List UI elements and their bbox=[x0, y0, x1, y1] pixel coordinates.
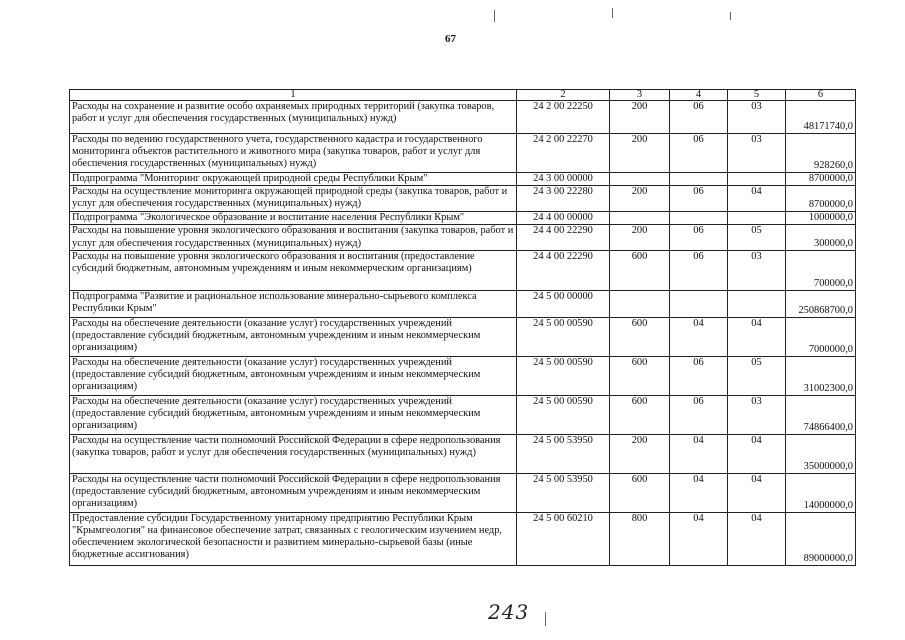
row-subsection bbox=[728, 212, 786, 225]
row-section: 06 bbox=[670, 134, 728, 173]
row-code: 24 5 00 53950 bbox=[517, 434, 610, 473]
scan-artifact bbox=[545, 612, 546, 626]
row-expense-type bbox=[610, 290, 670, 317]
header-cell: 6 bbox=[786, 90, 856, 101]
row-section: 04 bbox=[670, 512, 728, 565]
row-code: 24 3 00 22280 bbox=[517, 186, 610, 212]
row-description: Расходы на осуществление части полномочий Российской Федерации в сфере недропользования (закупка товаров, работ и услуг для обеспечения государственных (муниципальных) нужд) bbox=[70, 434, 517, 473]
row-section: 04 bbox=[670, 317, 728, 356]
row-expense-type: 600 bbox=[610, 473, 670, 512]
row-description: Расходы на осуществление мониторинга окружающей природной среды (закупка товаров, работ и услуг для обеспечения государственных (муниципальных) нужд) bbox=[70, 186, 517, 212]
row-section: 06 bbox=[670, 225, 728, 250]
table-row bbox=[70, 290, 856, 317]
row-description: Расходы на сохранение и развитие особо охраняемых природных территорий (закупка товаров, работ и услуг для обеспечения государственных (муниципальных) нужд) bbox=[70, 101, 517, 134]
header-row bbox=[70, 90, 856, 101]
row-amount: 14000000,0 bbox=[786, 473, 856, 512]
row-expense-type: 200 bbox=[610, 186, 670, 212]
row-code: 24 5 00 00590 bbox=[517, 395, 610, 434]
row-expense-type: 200 bbox=[610, 225, 670, 250]
row-expense-type: 200 bbox=[610, 101, 670, 134]
row-subsection: 03 bbox=[728, 134, 786, 173]
header-cell: 1 bbox=[70, 90, 517, 101]
row-section: 04 bbox=[670, 473, 728, 512]
row-subsection: 03 bbox=[728, 395, 786, 434]
page-number: 67 bbox=[445, 33, 456, 45]
row-amount: 74866400,0 bbox=[786, 395, 856, 434]
row-description: Предоставление субсидии Государственному унитарному предприятию Республики Крым "Крымгеология" на финансовое обеспечение затрат, связанных с геологическим изучением недр, обеспечением экологической безопасности и развитием минерально-сырьевой базы (иные бюджетные ассигнования) bbox=[70, 512, 517, 565]
row-amount: 928260,0 bbox=[786, 134, 856, 173]
row-amount: 89000000,0 bbox=[786, 512, 856, 565]
row-expense-type: 800 bbox=[610, 512, 670, 565]
row-code: 24 4 00 22290 bbox=[517, 225, 610, 250]
row-code: 24 2 00 22270 bbox=[517, 134, 610, 173]
row-description: Расходы на обеспечение деятельности (оказание услуг) государственных учреждений (предоставление субсидий бюджетным, автономным учреждениям и иным некоммерческим организациям) bbox=[70, 317, 517, 356]
row-code: 24 4 00 00000 bbox=[517, 212, 610, 225]
row-description: Расходы на повышение уровня экологического образования и воспитания (предоставление субсидий бюджетным, автономным учреждениям и иным некоммерческим организациям) bbox=[70, 250, 517, 290]
row-amount: 1000000,0 bbox=[786, 212, 856, 225]
row-subsection: 04 bbox=[728, 434, 786, 473]
row-section: 06 bbox=[670, 186, 728, 212]
row-code: 24 5 00 00000 bbox=[517, 290, 610, 317]
table-row bbox=[70, 434, 856, 473]
row-section: 06 bbox=[670, 250, 728, 290]
scan-artifact bbox=[612, 8, 613, 18]
header-cell: 3 bbox=[610, 90, 670, 101]
row-code: 24 5 00 00590 bbox=[517, 356, 610, 395]
row-subsection: 03 bbox=[728, 101, 786, 134]
row-subsection: 04 bbox=[728, 473, 786, 512]
table-row bbox=[70, 212, 856, 225]
row-section: 06 bbox=[670, 395, 728, 434]
row-amount: 31002300,0 bbox=[786, 356, 856, 395]
row-code: 24 3 00 00000 bbox=[517, 173, 610, 186]
header-cell: 5 bbox=[728, 90, 786, 101]
row-amount: 7000000,0 bbox=[786, 317, 856, 356]
row-description: Расходы на обеспечение деятельности (оказание услуг) государственных учреждений (предоставление субсидий бюджетным, автономным учреждениям и иным некоммерческим организациям) bbox=[70, 395, 517, 434]
row-expense-type: 600 bbox=[610, 317, 670, 356]
row-subsection: 03 bbox=[728, 250, 786, 290]
table-row bbox=[70, 225, 856, 250]
table-row bbox=[70, 356, 856, 395]
row-subsection: 04 bbox=[728, 317, 786, 356]
header-cell: 4 bbox=[670, 90, 728, 101]
row-amount: 700000,0 bbox=[786, 250, 856, 290]
row-section: 06 bbox=[670, 101, 728, 134]
table-row bbox=[70, 395, 856, 434]
scan-artifact bbox=[730, 12, 731, 20]
row-description: Расходы на повышение уровня экологического образования и воспитания (закупка товаров, работ и услуг для обеспечения государственных (муниципальных) нужд) bbox=[70, 225, 517, 250]
row-description: Расходы на обеспечение деятельности (оказание услуг) государственных учреждений (предоставление субсидий бюджетным, автономным учреждениям и иным некоммерческим организациям) bbox=[70, 356, 517, 395]
row-code: 24 5 00 00590 bbox=[517, 317, 610, 356]
row-expense-type: 600 bbox=[610, 250, 670, 290]
table-row bbox=[70, 473, 856, 512]
row-subsection: 05 bbox=[728, 225, 786, 250]
row-description: Расходы на осуществление части полномочий Российской Федерации в сфере недропользования (предоставление субсидий бюджетным, автономным учреждениям и иным некоммерческим организациям) bbox=[70, 473, 517, 512]
row-section bbox=[670, 212, 728, 225]
row-amount: 8700000,0 bbox=[786, 173, 856, 186]
row-subsection: 04 bbox=[728, 186, 786, 212]
row-code: 24 5 00 53950 bbox=[517, 473, 610, 512]
table-row bbox=[70, 250, 856, 290]
row-description: Подпрограмма "Мониторинг окружающей природной среды Республики Крым" bbox=[70, 173, 517, 186]
table-row bbox=[70, 134, 856, 173]
table-body bbox=[70, 90, 856, 566]
handwritten-page-note: 243 bbox=[488, 600, 530, 624]
row-section: 04 bbox=[670, 434, 728, 473]
row-expense-type: 200 bbox=[610, 134, 670, 173]
row-subsection bbox=[728, 173, 786, 186]
row-expense-type: 600 bbox=[610, 356, 670, 395]
row-subsection bbox=[728, 290, 786, 317]
row-expense-type: 600 bbox=[610, 395, 670, 434]
row-section bbox=[670, 290, 728, 317]
row-code: 24 4 00 22290 bbox=[517, 250, 610, 290]
row-amount: 48171740,0 bbox=[786, 101, 856, 134]
row-expense-type bbox=[610, 212, 670, 225]
row-amount: 250868700,0 bbox=[786, 290, 856, 317]
row-section: 06 bbox=[670, 356, 728, 395]
row-section bbox=[670, 173, 728, 186]
row-expense-type bbox=[610, 173, 670, 186]
table-row bbox=[70, 317, 856, 356]
row-amount: 35000000,0 bbox=[786, 434, 856, 473]
scan-artifact bbox=[494, 10, 495, 22]
row-description: Подпрограмма "Развитие и рациональное использование минерально-сырьевого комплекса Республики Крым" bbox=[70, 290, 517, 317]
row-subsection: 05 bbox=[728, 356, 786, 395]
table-row bbox=[70, 173, 856, 186]
row-subsection: 04 bbox=[728, 512, 786, 565]
budget-table bbox=[69, 89, 856, 566]
row-code: 24 5 00 60210 bbox=[517, 512, 610, 565]
table-row bbox=[70, 186, 856, 212]
table-row bbox=[70, 101, 856, 134]
row-description: Расходы по ведению государственного учета, государственного кадастра и государственного мониторинга объектов растительного и животного мира (закупка товаров, работ и услуг для обеспечения государственных (муниципальных) нужд) bbox=[70, 134, 517, 173]
table-row bbox=[70, 512, 856, 565]
row-amount: 8700000,0 bbox=[786, 186, 856, 212]
row-amount: 300000,0 bbox=[786, 225, 856, 250]
header-cell: 2 bbox=[517, 90, 610, 101]
row-expense-type: 200 bbox=[610, 434, 670, 473]
row-description: Подпрограмма "Экологическое образование и воспитание населения Республики Крым" bbox=[70, 212, 517, 225]
row-code: 24 2 00 22250 bbox=[517, 101, 610, 134]
